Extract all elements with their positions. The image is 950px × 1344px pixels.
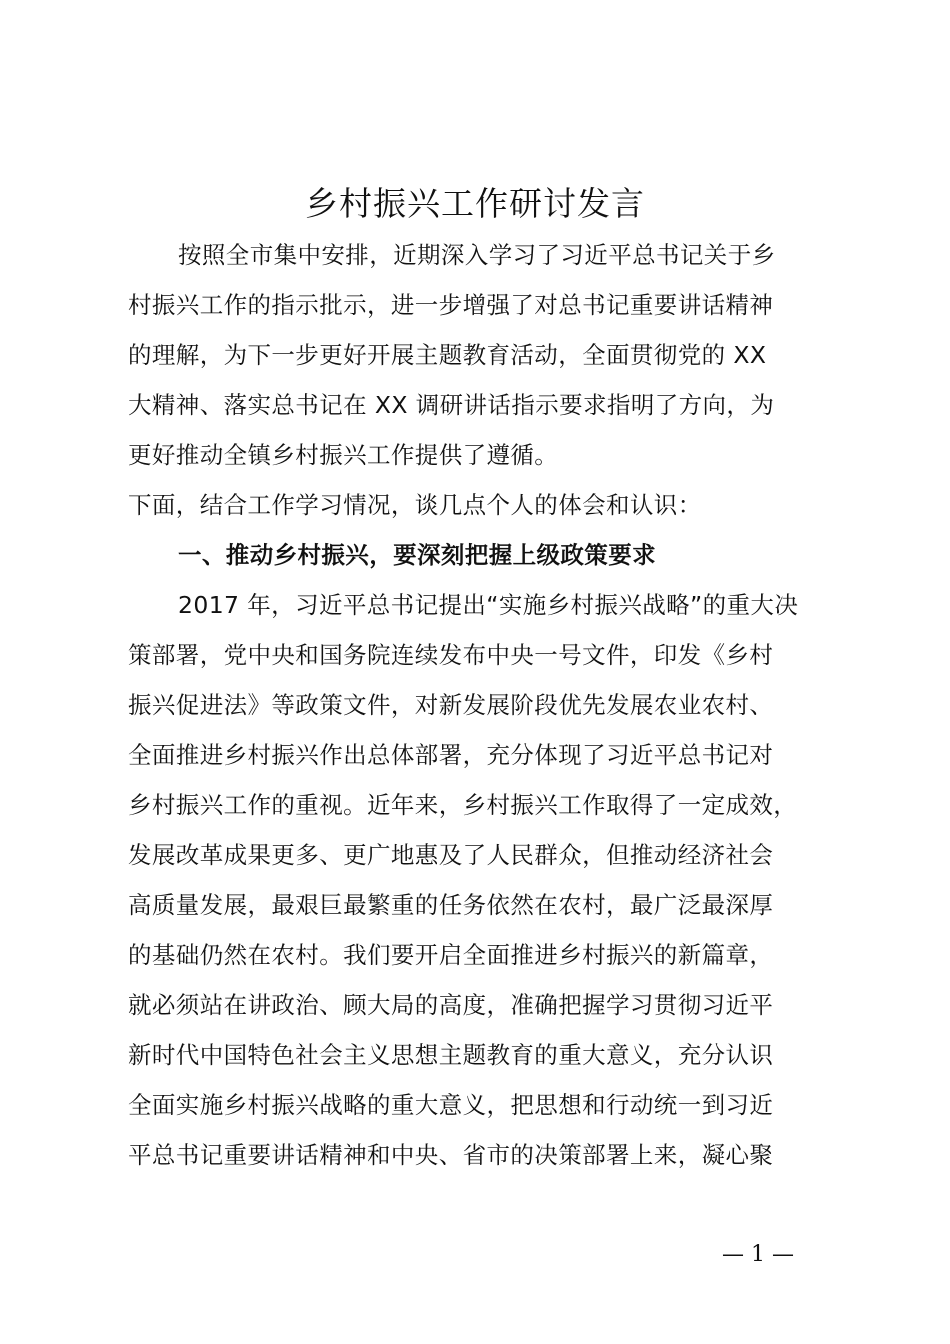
intro-line: 的理解，为下一步更好开展主题教育活动，全面贯彻党的 XX: [128, 341, 767, 369]
body-line: 策部署，党中央和国务院连续发布中央一号文件，印发《乡村: [128, 641, 774, 669]
body-line: 2017 年，习近平总书记提出“实施乡村振兴战略”的重大决: [178, 591, 799, 619]
intro-line: 大精神、落实总书记在 XX 调研讲话指示要求指明了方向，为: [128, 391, 775, 419]
body-line: 平总书记重要讲话精神和中央、省市的决策部署上来，凝心聚: [128, 1141, 774, 1169]
body-line: 全面推进乡村振兴作出总体部署，充分体现了习近平总书记对: [128, 741, 774, 769]
body-line: 发展改革成果更多、更广地惠及了人民群众，但推动经济社会: [128, 841, 774, 869]
intro-line: 更好推动全镇乡村振兴工作提供了遵循。: [128, 441, 559, 469]
body-line: 的基础仍然在农村。我们要开启全面推进乡村振兴的新篇章，: [128, 941, 774, 969]
lead-in-line: 下面，结合工作学习情况，谈几点个人的体会和认识：: [128, 491, 702, 519]
body-line: 就必须站在讲政治、顾大局的高度，准确把握学习贯彻习近平: [128, 991, 774, 1019]
body-line: 全面实施乡村振兴战略的重大意义，把思想和行动统一到习近: [128, 1091, 774, 1119]
body-line: 新时代中国特色社会主义思想主题教育的重大意义，充分认识: [128, 1041, 774, 1069]
intro-line: 村振兴工作的指示批示，进一步增强了对总书记重要讲话精神: [128, 291, 774, 319]
intro-line: 按照全市集中安排，近期深入学习了习近平总书记关于乡: [178, 241, 776, 269]
body-line: 乡村振兴工作的重视。近年来，乡村振兴工作取得了一定成效，: [128, 791, 798, 819]
document-title: 乡村振兴工作研讨发言: [305, 184, 645, 223]
body-line: 高质量发展，最艰巨最繁重的任务依然在农村，最广泛最深厚: [128, 891, 774, 919]
section-heading: 一、推动乡村振兴，要深刻把握上级政策要求: [178, 541, 656, 569]
page-number: — 1 —: [722, 1242, 794, 1267]
body-line: 振兴促进法》等政策文件，对新发展阶段优先发展农业农村、: [128, 691, 774, 719]
